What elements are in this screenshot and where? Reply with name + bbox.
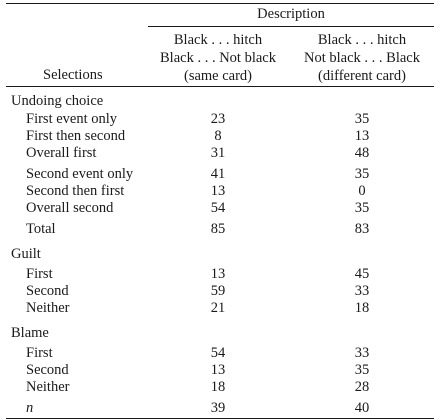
column-header-line: (different card) [318,68,406,84]
cell-different-card: 0 [358,183,366,199]
cell-same-card: 54 [210,200,226,216]
column-header-line: Black . . . hitch [173,32,263,48]
top-rule [6,3,434,4]
row-label: Overall first [26,145,97,161]
cell-different-card: 13 [354,128,370,144]
cell-same-card: 13 [210,362,226,378]
cell-different-card: 35 [354,111,370,127]
row-label: Second [26,362,69,378]
column-header-different-card [290,31,434,85]
cell-same-card: 31 [210,145,226,161]
cell-different-card: 33 [354,345,370,361]
group-header-rule [148,26,434,27]
column-header-line: Not black . . . Black [304,50,420,66]
cell-different-card: 40 [354,400,370,416]
cell-same-card: 18 [210,379,226,395]
row-label: First [26,345,53,361]
row-label: First [26,266,53,282]
row-label: Neither [26,300,70,316]
row-label: Overall second [26,200,114,216]
cell-same-card: 54 [210,345,226,361]
column-header-line: Black . . . Not black [160,50,276,66]
row-label: Second then first [26,183,125,199]
cell-different-card: 45 [354,266,370,282]
section-title-undoing-choice: Undoing choice [11,93,104,109]
cell-different-card: 35 [354,200,370,216]
cell-same-card: 23 [210,111,226,127]
cell-same-card: 59 [210,283,226,299]
cell-different-card: 35 [354,166,370,182]
column-header-line: Black . . . hitch [317,32,407,48]
row-label-n: n [26,400,34,416]
row-label: Second event only [26,166,134,182]
stub-header: Selections [43,67,103,83]
cell-same-card: 21 [210,300,226,316]
row-label: Neither [26,379,70,395]
cell-same-card: 39 [210,400,226,416]
row-label: First then second [26,128,126,144]
section-title-guilt: Guilt [11,246,41,262]
column-header-line: (same card) [183,68,253,84]
section-title-blame: Blame [11,325,49,341]
row-label: First event only [26,111,118,127]
row-label: Second [26,283,69,299]
cell-different-card: 48 [354,145,370,161]
column-header-same-card [148,31,288,85]
row-label: Total [26,221,56,237]
cell-same-card: 13 [210,183,226,199]
group-header: Description [257,6,325,22]
cell-different-card: 33 [354,283,370,299]
cell-different-card: 83 [354,221,370,237]
cell-same-card: 8 [214,128,222,144]
header-rule [6,86,434,87]
cell-same-card: 41 [210,166,226,182]
cell-same-card: 13 [210,266,226,282]
cell-same-card: 85 [210,221,226,237]
cell-different-card: 18 [354,300,370,316]
cell-different-card: 35 [354,362,370,378]
cell-different-card: 28 [354,379,370,395]
bottom-rule [6,418,434,419]
